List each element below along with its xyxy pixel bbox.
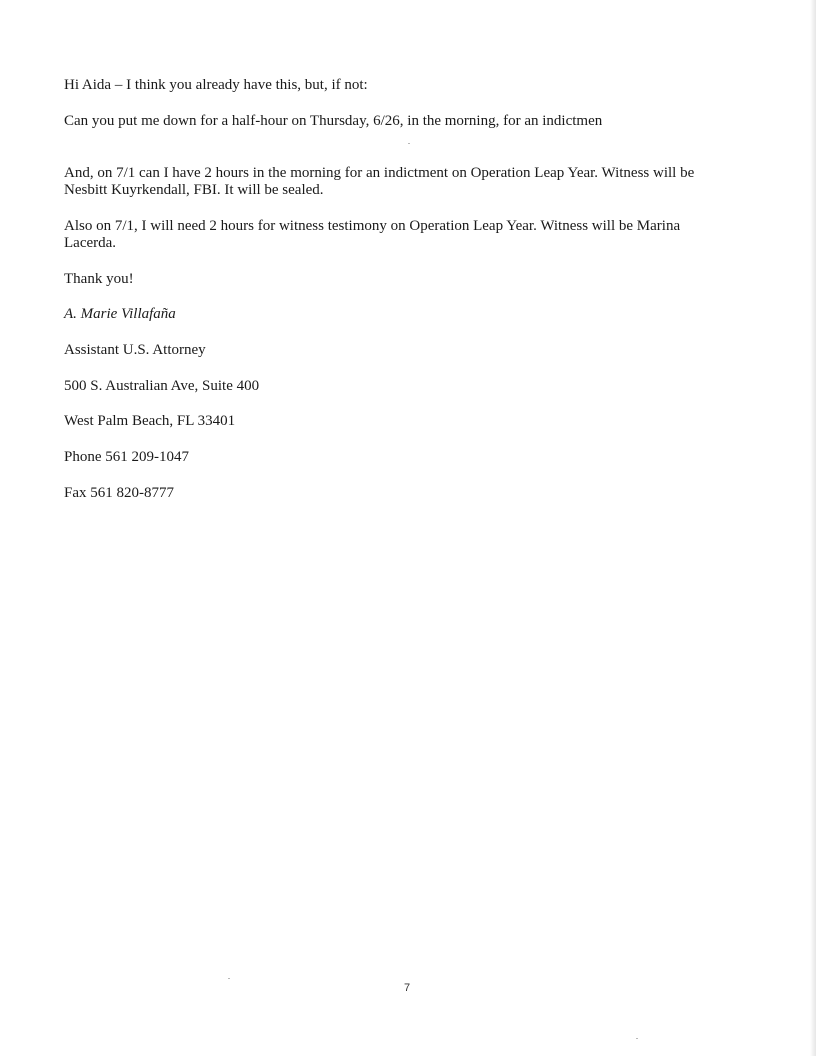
scan-speck	[636, 1038, 638, 1039]
scan-speck	[228, 978, 230, 979]
greeting-line: Hi Aida – I think you already have this, but, if not:	[64, 77, 368, 93]
scan-edge-shadow	[810, 0, 816, 1056]
signature-address-street: 500 S. Australian Ave, Suite 400	[64, 378, 260, 394]
request-witness-testimony: Also on 7/1, I will need 2 hours for witness testimony on Operation Leap Year. Witness will be Marina Lacerda.	[64, 218, 681, 251]
signature-fax: Fax 561 820-8777	[64, 485, 174, 501]
request-indictment-leap-year: And, on 7/1 can I have 2 hours in the morning for an indictment on Operation Leap Year. Witness will be Nesbitt Kuyrkendall, FBI. It will be sealed.	[64, 165, 695, 198]
request-half-hour: Can you put me down for a half-hour on Thursday, 6/26, in the morning, for an indictmen	[64, 113, 603, 129]
page-number: 7	[404, 982, 411, 994]
signature-address-city: West Palm Beach, FL 33401	[64, 413, 236, 429]
closing-thanks: Thank you!	[64, 271, 134, 287]
signature-name: A. Marie Villafaña	[64, 306, 176, 322]
signature-title: Assistant U.S. Attorney	[64, 342, 206, 358]
scan-speck	[408, 143, 410, 144]
signature-phone: Phone 561 209-1047	[64, 449, 189, 465]
